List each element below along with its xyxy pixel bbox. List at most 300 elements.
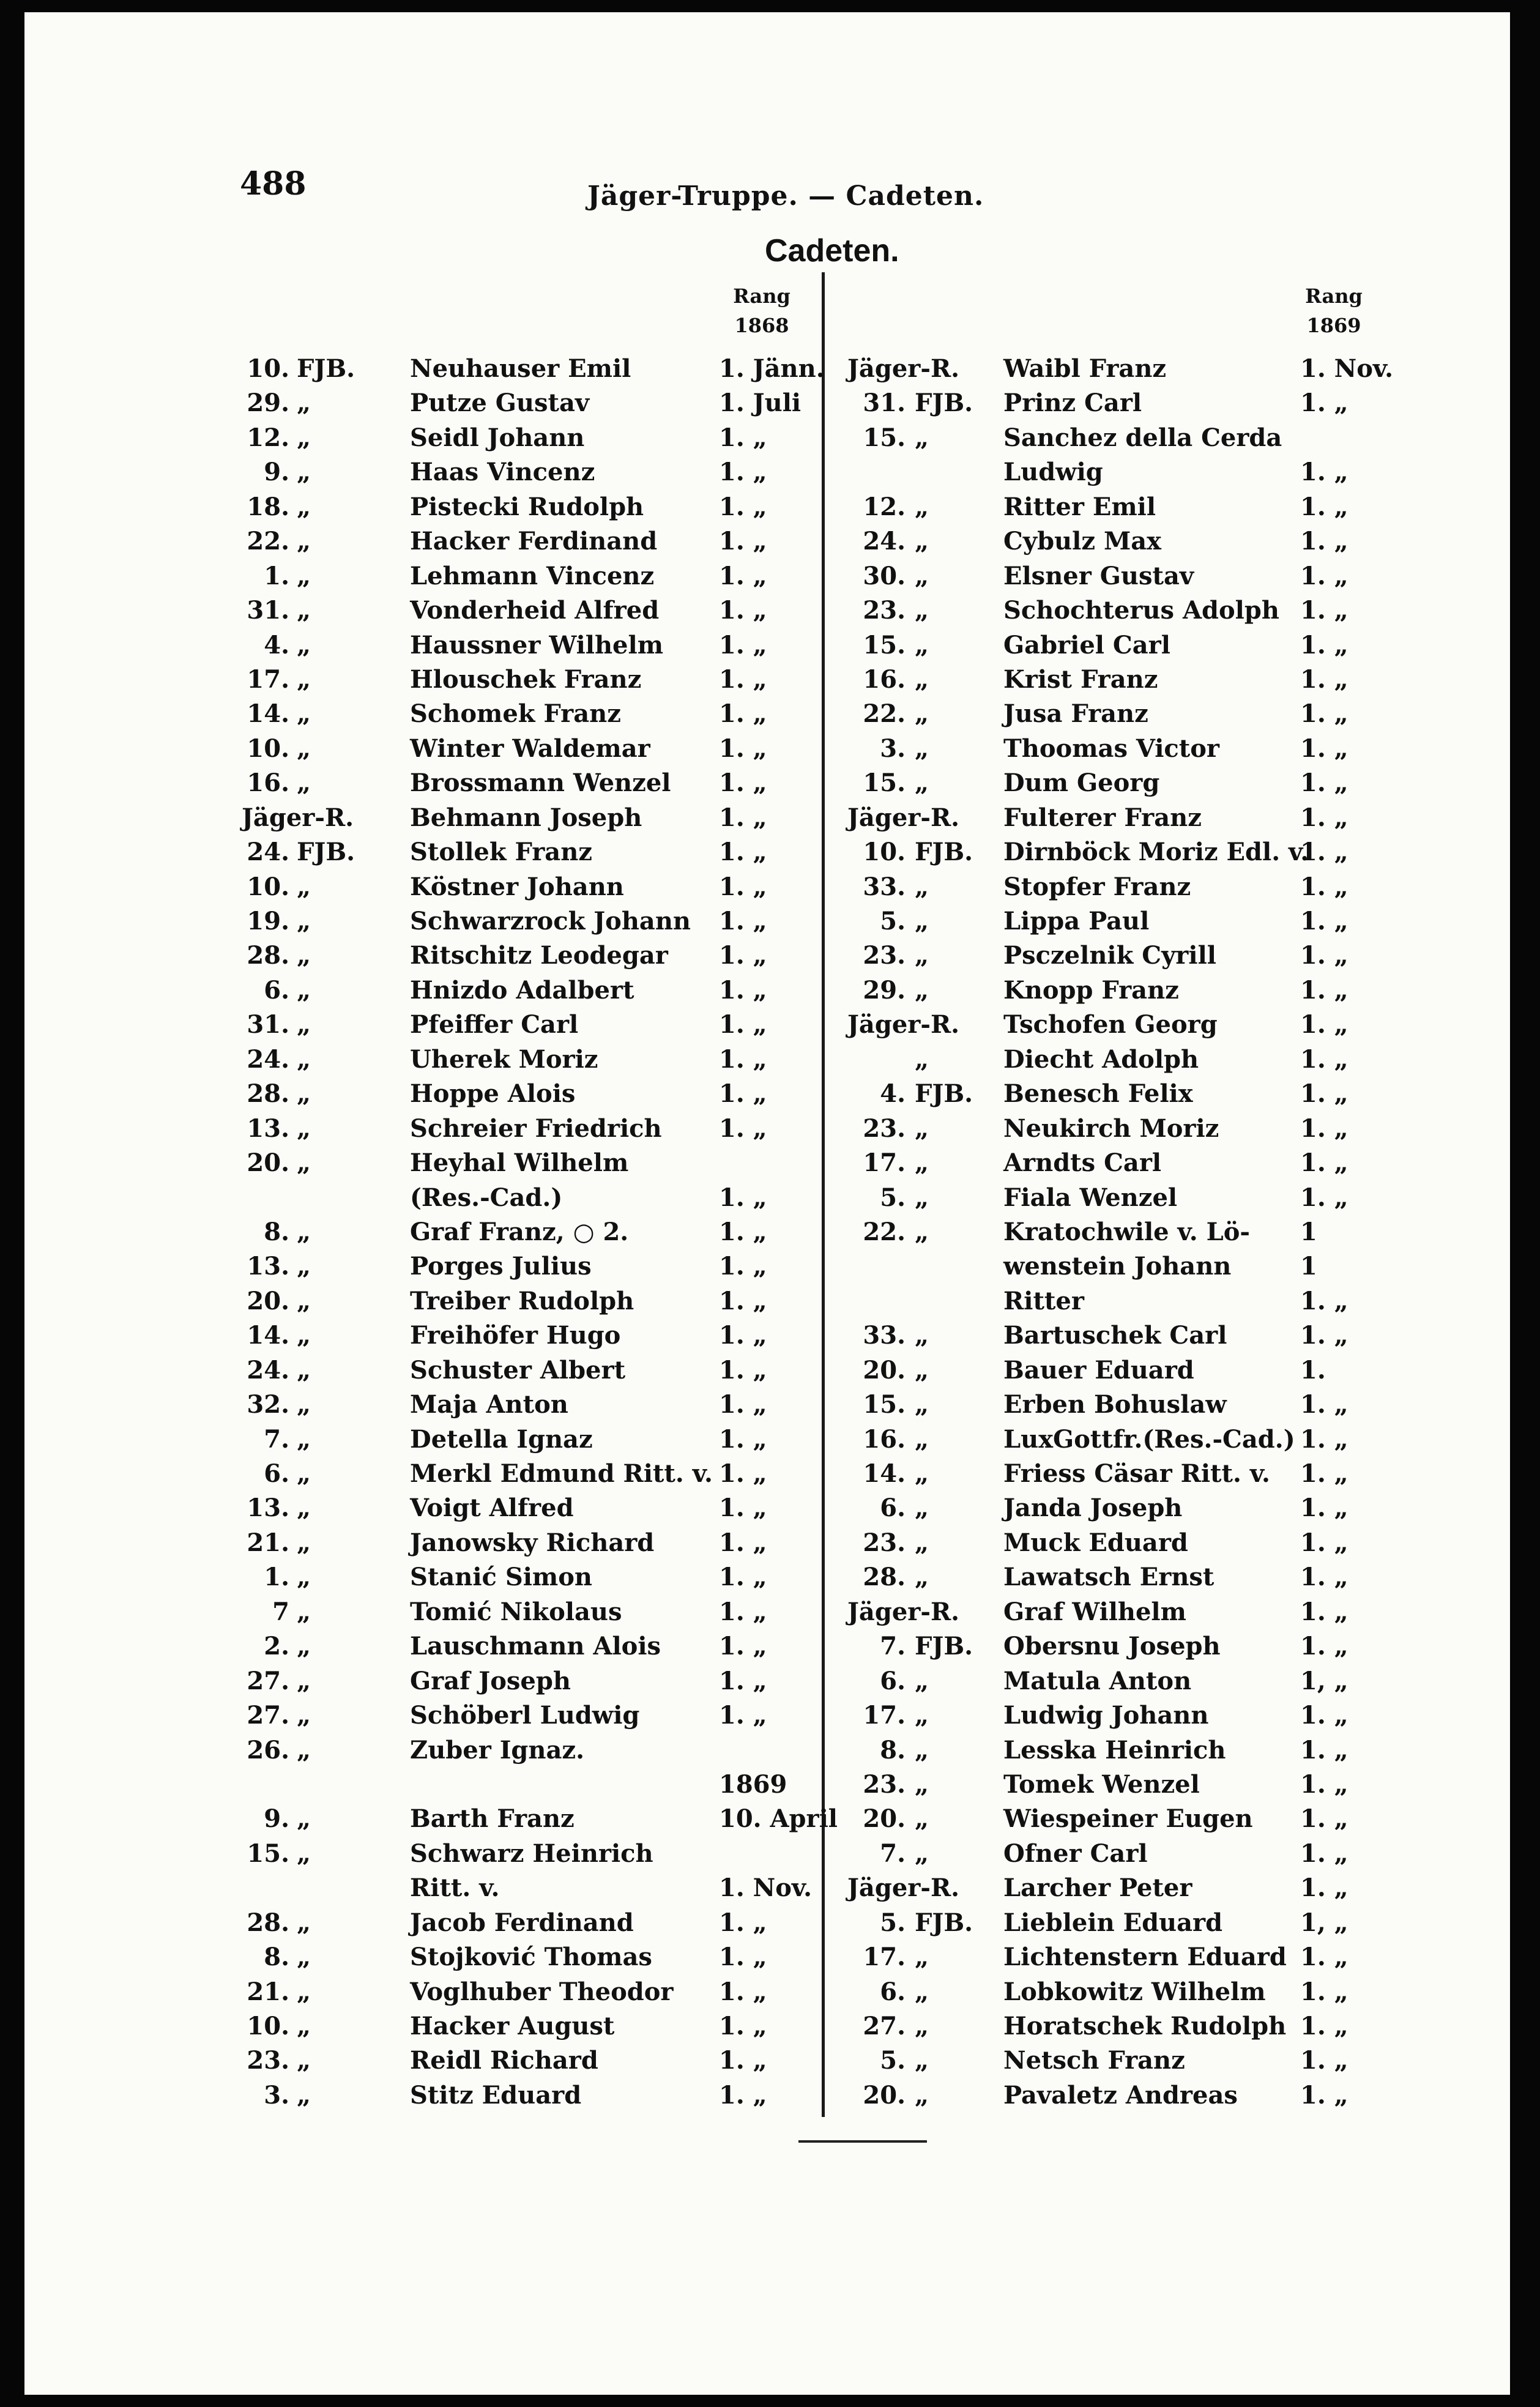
entry-name: Freihöfer Hugo xyxy=(410,1321,621,1350)
entry-name: Ofner Carl xyxy=(1003,1839,1148,1868)
entry-name: Uherek Moriz xyxy=(410,1044,598,1074)
entry-name: Bartuschek Carl xyxy=(1003,1321,1227,1350)
entry-rank: 1. „ xyxy=(1300,1321,1348,1350)
list-item xyxy=(847,1526,1435,1560)
list-item xyxy=(242,2044,829,2078)
entry-rank: 1. „ xyxy=(719,1183,767,1212)
entry-name: Bauer Eduard xyxy=(1003,1355,1194,1385)
entry-num: 24. xyxy=(247,1044,289,1074)
entry-num: 23. xyxy=(863,941,906,970)
entry-rank: 1. „ xyxy=(719,1114,767,1143)
entry-unit: „ xyxy=(297,1804,311,1834)
entry-name: Schöberl Ludwig xyxy=(410,1701,640,1730)
list-item xyxy=(242,352,829,386)
list-item xyxy=(242,1698,829,1733)
list-item xyxy=(847,1043,1435,1077)
entry-unit: „ xyxy=(297,1977,311,2006)
entry-unit: „ xyxy=(297,423,311,452)
entry-rank: 1. „ xyxy=(1300,1286,1348,1315)
entry-unit: „ xyxy=(915,1183,929,1212)
list-item xyxy=(847,1871,1435,1905)
list-item xyxy=(242,559,829,593)
entry-name: Tschofen Georg xyxy=(1003,1010,1218,1040)
list-item xyxy=(847,386,1435,420)
entry-unit: „ xyxy=(915,941,929,970)
list-item xyxy=(847,1629,1435,1664)
entry-num: Jäger-R. xyxy=(242,803,354,832)
entry-name: Dum Georg xyxy=(1003,768,1160,798)
entry-rank: 1. „ xyxy=(1300,872,1348,901)
list-item xyxy=(242,1284,829,1319)
entry-rank: 1869 xyxy=(719,1769,787,1799)
entry-name: Netsch Franz xyxy=(1003,2046,1185,2075)
entry-num: 27. xyxy=(247,1666,289,1695)
entry-num: Jäger-R. xyxy=(847,354,960,383)
entry-unit: „ xyxy=(915,2080,929,2110)
entry-num: 22. xyxy=(247,527,289,556)
entry-name: Brossmann Wenzel xyxy=(410,768,671,798)
entry-name: Hoppe Alois xyxy=(410,1079,576,1109)
list-item xyxy=(242,524,829,559)
entry-rank: 1. „ xyxy=(1300,768,1348,798)
right-rank-year: 1869 xyxy=(1306,314,1361,337)
list-item xyxy=(847,1733,1435,1768)
entry-unit: „ xyxy=(297,1321,311,1350)
entry-rank: 1. „ xyxy=(719,1079,767,1109)
entry-name: Sanchez della Cerda xyxy=(1003,423,1282,452)
entry-name: Haussner Wilhelm xyxy=(410,630,664,660)
entry-unit: FJB. xyxy=(297,838,355,867)
entry-unit: „ xyxy=(297,1252,311,1281)
list-item xyxy=(847,2044,1435,2078)
list-item xyxy=(242,455,829,489)
entry-unit: „ xyxy=(915,872,929,901)
entry-num: 5. xyxy=(880,907,906,936)
entry-rank: 1. „ xyxy=(719,838,767,867)
entry-unit: „ xyxy=(297,1666,311,1695)
entry-num: 15. xyxy=(863,1390,906,1419)
entry-name: Porges Julius xyxy=(410,1252,592,1281)
entry-num: 24. xyxy=(863,527,906,556)
entry-rank: 1. „ xyxy=(719,630,767,660)
list-item xyxy=(847,1249,1435,1284)
entry-rank: 1. „ xyxy=(1300,1873,1348,1903)
entry-num: 26. xyxy=(247,1735,289,1765)
list-item xyxy=(242,1595,829,1629)
list-item xyxy=(847,663,1435,697)
entry-num: 2. xyxy=(264,1632,289,1661)
entry-name: Waibl Franz xyxy=(1003,354,1167,383)
entry-num: 5. xyxy=(880,2046,906,2075)
entry-rank: 1. „ xyxy=(719,1494,767,1523)
entry-rank: 1. „ xyxy=(1300,1044,1348,1074)
entry-rank: 1. „ xyxy=(719,1390,767,1419)
entry-rank: 1. „ xyxy=(1300,699,1348,729)
entry-unit: „ xyxy=(915,699,929,729)
entry-name: Seidl Johann xyxy=(410,423,585,452)
entry-rank: 1. „ xyxy=(1300,803,1348,832)
entry-unit: „ xyxy=(297,1424,311,1454)
entry-unit: „ xyxy=(297,1494,311,1523)
entry-unit: FJB. xyxy=(915,1908,973,1937)
list-item xyxy=(242,1249,829,1284)
entry-unit: „ xyxy=(915,1563,929,1592)
entry-rank: 1. „ xyxy=(719,423,767,452)
entry-rank: 1. „ xyxy=(1300,1494,1348,1523)
entry-unit: „ xyxy=(297,1839,311,1868)
entry-unit: „ xyxy=(297,907,311,936)
entry-num: 27. xyxy=(863,2012,906,2041)
entry-num: 7. xyxy=(880,1632,906,1661)
list-item xyxy=(242,870,829,904)
entry-unit: „ xyxy=(297,630,311,660)
entry-unit: „ xyxy=(297,2046,311,2075)
entry-name: Lawatsch Ernst xyxy=(1003,1563,1215,1592)
entry-name: Lesska Heinrich xyxy=(1003,1735,1226,1765)
entry-rank: 1. „ xyxy=(1300,1977,1348,2006)
list-item xyxy=(242,593,829,628)
entry-name: Graf Franz, ○ 2. xyxy=(410,1217,629,1246)
entry-unit: „ xyxy=(297,492,311,521)
entry-rank: 1. „ xyxy=(719,941,767,970)
entry-rank: 1. „ xyxy=(719,907,767,936)
entry-unit: FJB. xyxy=(297,354,355,383)
entry-rank: 1. „ xyxy=(719,2012,767,2041)
entry-name: Schuster Albert xyxy=(410,1355,626,1385)
list-item xyxy=(242,1837,829,1871)
list-item xyxy=(242,421,829,455)
entry-rank: 1. „ xyxy=(1300,527,1348,556)
list-item xyxy=(847,1698,1435,1733)
list-item xyxy=(847,1802,1435,1836)
entry-unit: „ xyxy=(915,1390,929,1419)
list-item xyxy=(847,1284,1435,1319)
entry-num: 8. xyxy=(880,1735,906,1765)
list-item xyxy=(242,1871,829,1905)
entry-name: Lehmann Vincenz xyxy=(410,561,655,590)
list-item xyxy=(242,1906,829,1940)
list-item xyxy=(242,973,829,1008)
entry-unit: „ xyxy=(915,1217,929,1246)
entry-rank: 1. „ xyxy=(1300,596,1348,625)
entry-num: 3. xyxy=(880,734,906,763)
entry-rank: 1. „ xyxy=(719,975,767,1005)
entry-num: 17. xyxy=(247,664,289,694)
left-rank-label: Rang xyxy=(733,285,790,308)
entry-unit: „ xyxy=(915,423,929,452)
entry-num: 23. xyxy=(863,1769,906,1799)
entry-name: Pistecki Rudolph xyxy=(410,492,644,521)
list-item xyxy=(242,490,829,524)
entry-name: Gabriel Carl xyxy=(1003,630,1170,660)
entry-num: 12. xyxy=(863,492,906,521)
entry-name: Horatschek Rudolph xyxy=(1003,2012,1287,2041)
entry-unit: „ xyxy=(297,596,311,625)
list-item xyxy=(847,490,1435,524)
entry-name: Hlouschek Franz xyxy=(410,664,642,694)
entry-unit: „ xyxy=(297,389,311,418)
list-item xyxy=(847,1181,1435,1215)
entry-name: Lobkowitz Wilhelm xyxy=(1003,1977,1266,2006)
entry-unit: „ xyxy=(297,1148,311,1178)
list-item xyxy=(242,697,829,731)
entry-name: Stollek Franz xyxy=(410,838,593,867)
entry-num: 19. xyxy=(247,907,289,936)
entry-unit: „ xyxy=(915,734,929,763)
entry-name: Merkl Edmund Ritt. v. xyxy=(410,1459,713,1488)
entry-num: 14. xyxy=(247,699,289,729)
entry-unit: FJB. xyxy=(915,389,973,418)
entry-num: 30. xyxy=(863,561,906,590)
entry-name: Tomić Nikolaus xyxy=(410,1597,622,1626)
entry-unit: „ xyxy=(915,664,929,694)
entry-name: Schochterus Adolph xyxy=(1003,596,1279,625)
right-cadet-list xyxy=(847,352,1435,2113)
list-item xyxy=(242,1319,829,1353)
entry-rank: 1. „ xyxy=(719,1943,767,1972)
entry-name: Tomek Wenzel xyxy=(1003,1769,1200,1799)
entry-num: 28. xyxy=(247,1908,289,1937)
entry-rank: 1. „ xyxy=(1300,1010,1348,1040)
entry-unit: „ xyxy=(915,1321,929,1350)
list-item xyxy=(847,421,1435,455)
entry-unit: „ xyxy=(915,1424,929,1454)
entry-name: Ritschitz Leodegar xyxy=(410,941,668,970)
entry-num: 6. xyxy=(880,1494,906,1523)
entry-unit: „ xyxy=(297,1114,311,1143)
entry-num: 4. xyxy=(880,1079,906,1109)
entry-unit: „ xyxy=(297,1632,311,1661)
entry-name: Putze Gustav xyxy=(410,389,590,418)
entry-name: Janowsky Richard xyxy=(410,1528,655,1557)
entry-num: 15. xyxy=(247,1839,289,1868)
entry-unit: FJB. xyxy=(915,838,973,867)
entry-name: Thoomas Victor xyxy=(1003,734,1220,763)
list-item xyxy=(847,628,1435,663)
entry-name: Behmann Joseph xyxy=(410,803,642,832)
entry-rank: 1. „ xyxy=(719,664,767,694)
entry-rank: 1. „ xyxy=(719,872,767,901)
list-item xyxy=(847,1353,1435,1388)
right-rank-header xyxy=(1297,281,1371,340)
list-item xyxy=(847,524,1435,559)
entry-name: Ritter Emil xyxy=(1003,492,1156,521)
list-item xyxy=(242,1629,829,1664)
entry-rank: 1. „ xyxy=(1300,1632,1348,1661)
entry-num: 10. xyxy=(247,2012,289,2041)
entry-rank: 1. „ xyxy=(719,561,767,590)
entry-rank: 1. „ xyxy=(1300,2046,1348,2075)
entry-name: Arndts Carl xyxy=(1003,1148,1162,1178)
list-item xyxy=(847,1768,1435,1802)
entry-num: 22. xyxy=(863,699,906,729)
entry-rank: 1. „ xyxy=(719,1252,767,1281)
entry-num: 10. xyxy=(247,354,289,383)
entry-num: 21. xyxy=(247,1977,289,2006)
entry-unit: „ xyxy=(915,1148,929,1178)
entry-unit: „ xyxy=(297,1459,311,1488)
entry-unit: „ xyxy=(915,561,929,590)
entry-name: LuxGottfr.(Res.-Cad.) xyxy=(1003,1424,1295,1454)
entry-num: 13. xyxy=(247,1494,289,1523)
entry-name: Diecht Adolph xyxy=(1003,1044,1199,1074)
list-item xyxy=(847,1146,1435,1180)
list-item xyxy=(242,1112,829,1146)
entry-unit: „ xyxy=(915,975,929,1005)
entry-num: 21. xyxy=(247,1528,289,1557)
list-item xyxy=(847,455,1435,489)
entry-name: Janda Joseph xyxy=(1003,1494,1183,1523)
entry-unit: „ xyxy=(297,768,311,798)
entry-unit: „ xyxy=(915,492,929,521)
list-item xyxy=(242,1768,829,1802)
entry-name: Heyhal Wilhelm xyxy=(410,1148,629,1178)
entry-name: Ritt. v. xyxy=(410,1873,500,1903)
entry-name: Stopfer Franz xyxy=(1003,872,1191,901)
entry-num: 23. xyxy=(863,596,906,625)
entry-rank: 1. „ xyxy=(1300,2012,1348,2041)
entry-name: Fulterer Franz xyxy=(1003,803,1202,832)
entry-num: 10. xyxy=(247,872,289,901)
entry-num: 1. xyxy=(264,561,289,590)
entry-num: 6. xyxy=(880,1666,906,1695)
document-page xyxy=(24,12,1510,2395)
entry-unit: FJB. xyxy=(915,1632,973,1661)
entry-name: Haas Vincenz xyxy=(410,458,595,487)
list-item xyxy=(847,1008,1435,1042)
list-item xyxy=(847,1975,1435,2009)
list-item xyxy=(242,766,829,800)
entry-num: 12. xyxy=(247,423,289,452)
end-ornament-rule xyxy=(798,2140,927,2143)
entry-unit: „ xyxy=(915,1769,929,1799)
entry-num: 7 xyxy=(272,1597,289,1626)
entry-num: Jäger-R. xyxy=(847,1597,960,1626)
entry-name: wenstein Johann xyxy=(1003,1252,1232,1281)
entry-unit: „ xyxy=(915,630,929,660)
entry-num: 8. xyxy=(264,1217,289,1246)
entry-name: Hnizdo Adalbert xyxy=(410,975,634,1005)
entry-unit: „ xyxy=(297,1943,311,1972)
entry-name: Pavaletz Andreas xyxy=(1003,2080,1238,2110)
list-item xyxy=(242,1560,829,1594)
entry-rank: 1. „ xyxy=(1300,1390,1348,1419)
entry-unit: „ xyxy=(915,1735,929,1765)
entry-rank: 1. „ xyxy=(719,1217,767,1246)
left-cadet-list xyxy=(242,352,838,2113)
entry-name: Köstner Johann xyxy=(410,872,624,901)
list-item xyxy=(242,1975,829,2009)
entry-name: Neuhauser Emil xyxy=(410,354,631,383)
entry-num: 29. xyxy=(863,975,906,1005)
entry-unit: „ xyxy=(297,975,311,1005)
entry-rank: 1. „ xyxy=(1300,1943,1348,1972)
entry-num: 31. xyxy=(247,596,289,625)
list-item xyxy=(242,1008,829,1042)
entry-name: Elsner Gustav xyxy=(1003,561,1194,590)
entry-name: Jacob Ferdinand xyxy=(410,1908,634,1937)
entry-num: 28. xyxy=(247,941,289,970)
entry-name: Friess Cäsar Ritt. v. xyxy=(1003,1459,1270,1488)
right-rank-label: Rang xyxy=(1305,285,1363,308)
list-item xyxy=(242,2078,829,2113)
entry-rank: 1. „ xyxy=(1300,1597,1348,1626)
entry-unit: „ xyxy=(297,1597,311,1626)
entry-rank: 1. Juli xyxy=(719,389,802,418)
entry-num: 1. xyxy=(264,1563,289,1592)
entry-rank: 1. „ xyxy=(1300,1183,1348,1212)
entry-unit: „ xyxy=(297,1390,311,1419)
entry-unit: „ xyxy=(297,1563,311,1592)
entry-rank: 1. „ xyxy=(719,803,767,832)
list-item xyxy=(847,593,1435,628)
entry-num: 23. xyxy=(247,2046,289,2075)
list-item xyxy=(847,1664,1435,1698)
entry-num: 4. xyxy=(264,630,289,660)
entry-name: Ludwig xyxy=(1003,458,1103,487)
list-item xyxy=(242,801,829,835)
entry-rank: 1. „ xyxy=(719,699,767,729)
entry-rank: 1. Nov. xyxy=(719,1873,813,1903)
entry-name: Schreier Friedrich xyxy=(410,1114,662,1143)
entry-rank: 1. „ xyxy=(719,1597,767,1626)
entry-name: Ludwig Johann xyxy=(1003,1701,1209,1730)
entry-name: Neukirch Moriz xyxy=(1003,1114,1219,1143)
list-item xyxy=(242,1388,829,1422)
entry-num: 23. xyxy=(863,1528,906,1557)
entry-rank: 1. „ xyxy=(719,492,767,521)
entry-rank: 1, „ xyxy=(1300,1666,1348,1695)
entry-name: Detella Ignaz xyxy=(410,1424,593,1454)
entry-num: 24. xyxy=(247,838,289,867)
entry-rank: 1. „ xyxy=(1300,1769,1348,1799)
entry-name: Obersnu Joseph xyxy=(1003,1632,1221,1661)
entry-name: Ritter xyxy=(1003,1286,1084,1315)
list-item xyxy=(242,1043,829,1077)
list-item xyxy=(242,386,829,420)
entry-rank: 1. „ xyxy=(719,458,767,487)
list-item xyxy=(242,1491,829,1525)
list-item xyxy=(847,835,1435,869)
list-item xyxy=(242,1146,829,1180)
entry-num: Jäger-R. xyxy=(847,1873,960,1903)
entry-num: 10. xyxy=(863,838,906,867)
list-item xyxy=(242,1423,829,1457)
entry-unit: „ xyxy=(915,2012,929,2041)
entry-name: Larcher Peter xyxy=(1003,1873,1192,1903)
list-item xyxy=(242,904,829,939)
entry-num: 6. xyxy=(264,1459,289,1488)
entry-unit: „ xyxy=(915,907,929,936)
entry-num: 7. xyxy=(264,1424,289,1454)
entry-rank: 1. „ xyxy=(1300,1424,1348,1454)
entry-num: 9. xyxy=(264,458,289,487)
list-item xyxy=(847,1077,1435,1111)
entry-unit: „ xyxy=(297,2080,311,2110)
list-item xyxy=(242,1526,829,1560)
entry-rank: 1. „ xyxy=(1300,1528,1348,1557)
entry-unit: „ xyxy=(297,527,311,556)
entry-num: 16. xyxy=(247,768,289,798)
entry-rank: 1. „ xyxy=(1300,664,1348,694)
entry-num: 20. xyxy=(863,2080,906,2110)
entry-rank: 1. „ xyxy=(719,1632,767,1661)
entry-unit: „ xyxy=(297,1079,311,1109)
entry-num: 14. xyxy=(247,1321,289,1350)
page-number: 488 xyxy=(240,165,307,203)
entry-rank: 1. „ xyxy=(1300,1735,1348,1765)
entry-rank: 1. „ xyxy=(1300,1839,1348,1868)
